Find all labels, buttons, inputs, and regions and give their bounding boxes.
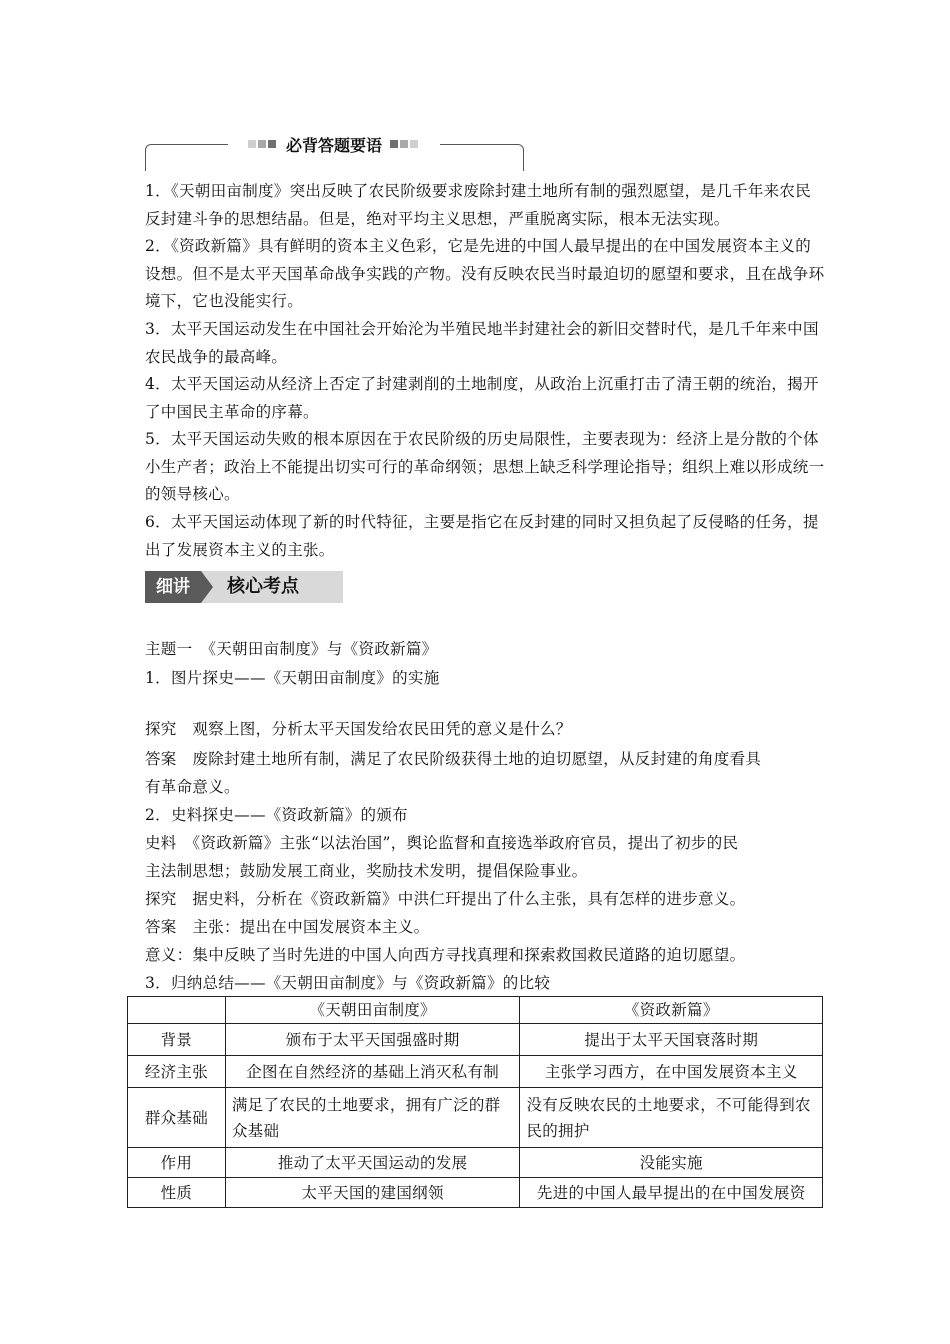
table-cell: 主张学习西方，在中国发展资本主义 [520,1056,823,1088]
answer-2: 答案 主张：提出在中国发展资本主义。 [145,918,430,936]
summary-point-1: 1．《天朝田亩制度》突出反映了农民阶级要求废除封建土地所有制的强烈愿望，是几千年来农民反封建斗争的思想结晶。但是，绝对平均主义思想，严重脱离实际，根本无法实现。 [145,182,812,228]
table-cell: 背景 [128,1024,226,1056]
decor-squares-left-icon [248,140,278,148]
table-row [128,1148,823,1178]
source-line-1: 史料 《资政新篇》主张“以法治国”，舆论监督和直接选举政府官员，提出了初步的民 [145,834,739,852]
banner-label-right: 核心考点 [227,576,299,597]
section-header [228,131,440,157]
table-row [128,1178,823,1208]
topic-item-3: 3．归纳总结——《天朝田亩制度》与《资政新篇》的比较 [145,974,551,992]
table-cell: 推动了太平天国运动的发展 [225,1148,520,1178]
table-cell: 企图在自然经济的基础上消灭私有制 [225,1056,520,1088]
section-banner [145,571,343,603]
table-header-cell: 《资政新篇》 [520,997,823,1024]
table-cell: 没能实施 [520,1148,823,1178]
summary-point-2: 2．《资政新篇》具有鲜明的资本主义色彩，它是先进的中国人最早提出的在中国发展资本主义的设想。但不是太平天国革命战争实践的产物。没有反映农民当时最迫切的愿望和要求，且在战争环境下，它也没能实行。 [145,237,825,310]
table-cell: 群众基础 [128,1088,226,1148]
topic-item-1: 1．图片探史——《天朝田亩制度》的实施 [145,669,440,687]
decor-squares-right-icon [390,140,420,148]
topic-title: 主题一 《天朝田亩制度》与《资政新篇》 [145,640,438,658]
summary-point-6: 6．太平天国运动体现了新的时代特征，主要是指它在反封建的同时又担负起了反侵略的任务，提出了发展资本主义的主张。 [145,513,819,559]
table-row [128,1056,823,1088]
table-cell: 作用 [128,1148,226,1178]
answer-1-line-1: 答案 废除封建土地所有制，满足了农民阶级获得土地的迫切愿望，从反封建的角度看具 [145,750,762,768]
table-cell: 提出于太平天国衰落时期 [520,1024,823,1056]
section-header-title: 必背答题要语 [285,135,382,155]
banner-label-left: 细讲 [145,571,201,603]
banner-arrow-icon [201,571,213,603]
table-cell: 太平天国的建国纲领 [225,1178,520,1208]
summary-point-3: 3．太平天国运动发生在中国社会开始沦为半殖民地半封建社会的新旧交替时代，是几千年来中国农民战争的最高峰。 [145,320,819,366]
table-cell: 经济主张 [128,1056,226,1088]
table-header-cell: 《天朝田亩制度》 [225,997,520,1024]
table-row [128,1024,823,1056]
explore-2: 探究 据史料，分析在《资政新篇》中洪仁玕提出了什么主张，具有怎样的进步意义。 [145,890,746,908]
table-header-row [128,997,823,1024]
table-cell: 颁布于太平天国强盛时期 [225,1024,520,1056]
comparison-table [127,996,823,1208]
table-cell: 满足了农民的土地要求，拥有广泛的群众基础 [225,1088,520,1148]
table-row [128,1088,823,1148]
meaning: 意义：集中反映了当时先进的中国人向西方寻找真理和探索救国救民道路的迫切愿望。 [145,946,746,964]
summary-point-4: 4．太平天国运动从经济上否定了封建剥削的土地制度，从政治上沉重打击了清王朝的统治，揭开了中国民主革命的序幕。 [145,375,819,421]
table-cell: 没有反映农民的土地要求，不可能得到农民的拥护 [520,1088,823,1148]
table-cell: 性质 [128,1178,226,1208]
explore-1: 探究 观察上图，分析太平天国发给农民田凭的意义是什么？ [145,720,572,738]
topic-item-2: 2．史料探史——《资政新篇》的颁布 [145,806,408,824]
table-cell: 先进的中国人最早提出的在中国发展资 [520,1178,823,1208]
table-header-cell [128,997,226,1024]
answer-1-line-2: 有革命意义。 [145,778,240,796]
source-line-2: 主法制思想；鼓励发展工商业，奖励技术发明，提倡保险事业。 [145,862,588,880]
summary-point-5: 5．太平天国运动失败的根本原因在于农民阶级的历史局限性，主要表现为：经济上是分散的个体小生产者；政治上不能提出切实可行的革命纲领；思想上缺乏科学理论指导；组织上难以形成统一的领导核心。 [145,430,825,503]
